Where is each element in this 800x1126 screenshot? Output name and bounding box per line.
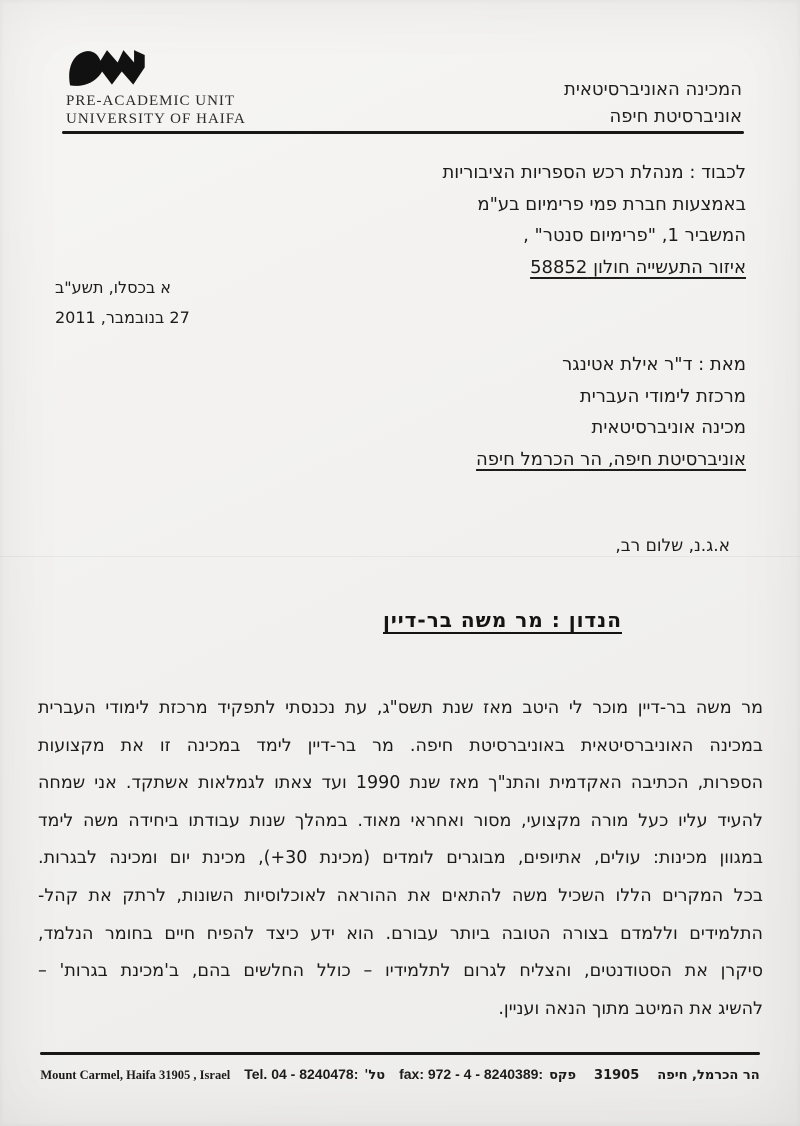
footer-postal-code: 31905 bbox=[594, 1068, 640, 1083]
header-divider bbox=[62, 131, 744, 134]
subject-line: הנדון : מר משה בר-דיין bbox=[383, 608, 622, 632]
sender-line: מכינה אוניברסיטאית bbox=[591, 417, 746, 438]
recipient-line: איזור התעשייה חולון 58852 bbox=[530, 256, 746, 278]
body-line: במכינה האוניברסיטאית באוניברסיטת חיפה. מר בר-דיין לימד במכינה זו את מקצועות bbox=[38, 735, 763, 756]
hebrew-date: א בכסלו, תשע"ב bbox=[55, 278, 171, 297]
recipient-line: לכבוד : מנהלת רכש הספריות הציבוריות bbox=[442, 162, 746, 183]
salutation: א.ג.נ, שלום רב, bbox=[615, 536, 730, 556]
org-he-line1: המכינה האוניברסיטאית bbox=[564, 79, 742, 100]
recipient-line: המשביר 1, "פרימיום סנטר" , bbox=[523, 225, 746, 246]
date-block bbox=[55, 273, 190, 333]
body-line: במגוון מכינות: עולים, אתיופים, מבוגרים לומדים (מכינת 30+), מכינת יום ומכינה לבגרות. bbox=[38, 848, 763, 869]
footer-address-hebrew: הר הכרמל, חיפה bbox=[657, 1068, 760, 1083]
body-line: להעיד עליו כעל מורה מקצועי, מסור ואחראי מאוד. במהלך שנות עבודתו ביחידה משה לימד bbox=[38, 810, 763, 831]
body-line: סיקרן את הסטודנטים, והצליח לגרום לתלמידיו – כולל החלשים בהם, ב'מכינת בגרות' – bbox=[38, 961, 763, 982]
footer-fax-label-hebrew: פקס bbox=[549, 1068, 577, 1083]
recipient-line: באמצעות חברת פמי פרימיום בע"מ bbox=[477, 193, 746, 215]
body-line: הספרות, הכתיבה האקדמית והתנ"ך מאז שנת 1990 ועד צאתו לגמלאות אשתקד. אני שמחה bbox=[38, 773, 763, 794]
letter-body bbox=[38, 690, 763, 1028]
body-line: להשיג את המיטב מתוך הנאה ועניין. bbox=[498, 998, 763, 1019]
sender-line: מאת : ד"ר אילת אטינגר bbox=[562, 354, 746, 375]
gregorian-date: 27 בנובמבר, 2011 bbox=[55, 308, 190, 327]
footer-telephone: Tel. 04 - 8240478: bbox=[244, 1066, 359, 1082]
footer-address-english: Mount Carmel, Haifa 31905 , Israel bbox=[40, 1068, 231, 1082]
body-line: מר משה בר-דיין מוכר לי היטב מאז שנת תשס"ג, עת נכנסתי לתפקיד מרכזת לימודי העברית bbox=[38, 698, 763, 718]
footer-fax: fax: 972 - 4 - 8240389: bbox=[399, 1066, 544, 1082]
body-line: התלמידים וללמדם בצורה הטובה ביותר עבורם. הוא ידע כיצד להפיח חיים בחומר הנלמד, bbox=[38, 923, 763, 944]
sender-line: מרכזת לימודי העברית bbox=[579, 385, 746, 407]
sender-line: אוניברסיטת חיפה, הר הכרמל חיפה bbox=[476, 448, 746, 470]
body-line: בכל המקרים הללו השכיל משה להתאים את ההוראה לאוכלוסיות השונות, לרתק את קהל- bbox=[38, 885, 763, 906]
org-he-line2: אוניברסיטת חיפה bbox=[609, 106, 742, 127]
university-of-haifa-logo bbox=[66, 46, 148, 92]
footer-tel-label-hebrew: טל' bbox=[364, 1068, 386, 1083]
footer-divider bbox=[40, 1052, 760, 1055]
paper-crease bbox=[0, 556, 800, 557]
recipient-block bbox=[442, 157, 746, 283]
org-name-english bbox=[66, 92, 246, 128]
org-en-line2: UNIVERSITY OF HAIFA bbox=[66, 111, 246, 127]
footer-contact bbox=[0, 1066, 800, 1083]
sender-block bbox=[476, 349, 746, 475]
org-name-hebrew bbox=[564, 76, 742, 130]
org-en-line1: PRE-ACADEMIC UNIT bbox=[66, 93, 236, 109]
